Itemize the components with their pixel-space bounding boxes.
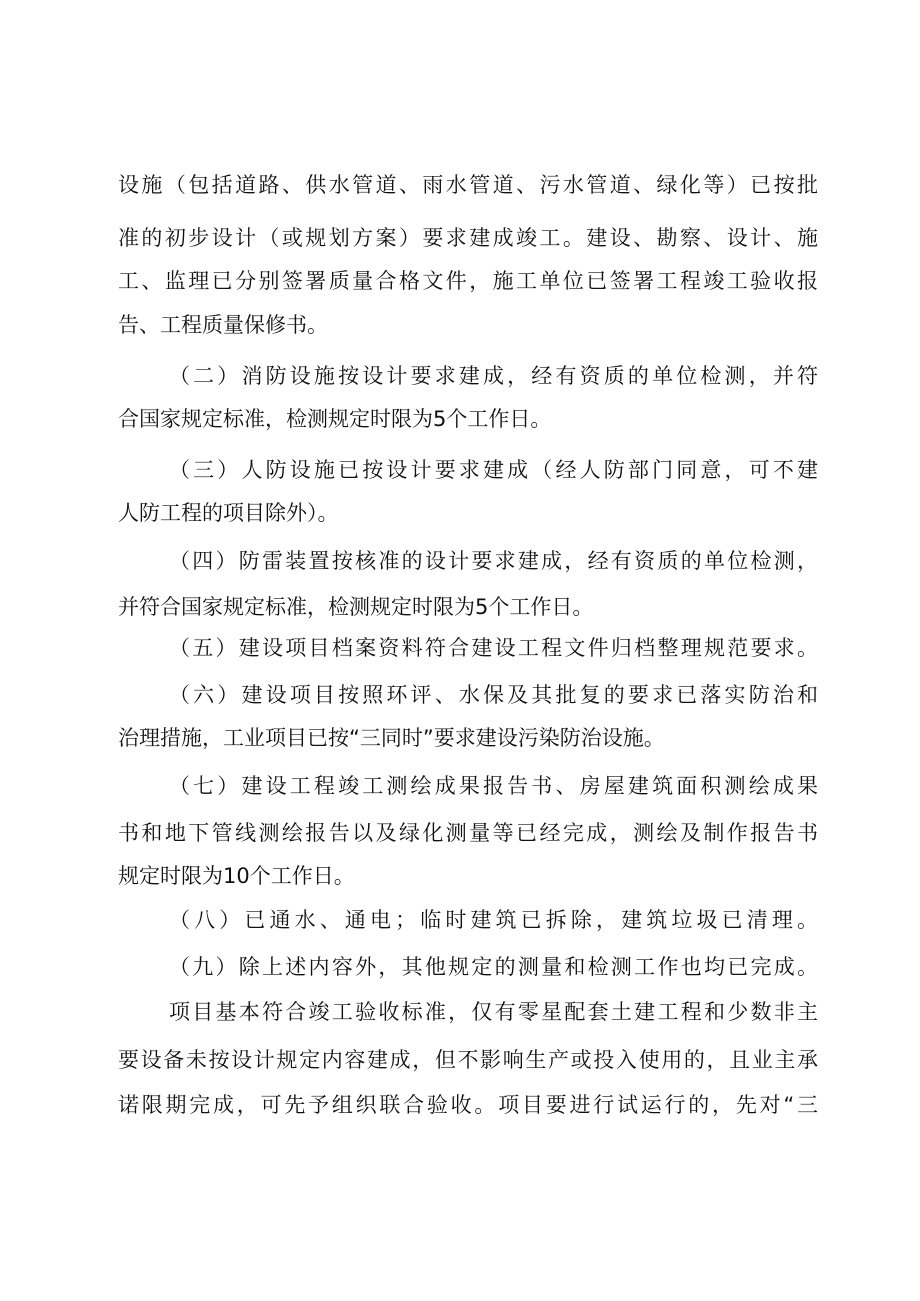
text-line: 要设备未按设计规定内容建成，但不影响生产或投入使用的，且业主承 (118, 1048, 818, 1072)
text-line: 项目基本符合竣工验收标准，仅有零星配套土建工程和少数非主 (169, 1000, 818, 1024)
text-line: （七）建设工程竣工测绘成果报告书、房屋建筑面积测绘成果 (169, 774, 818, 798)
text-line: 并符合国家规定标准，检测规定时限为5个工作日。 (118, 595, 594, 619)
text-line: 书和地下管线测绘报告以及绿化测量等已经完成，测绘及制作报告书 (118, 821, 818, 845)
text-line: 告、工程质量保修书。 (118, 313, 328, 337)
text-line: 治理措施，工业项目已按“三同时”要求建设污染防治设施。 (118, 726, 665, 750)
text-line: （三）人防设施已按设计要求建成（经人防部门同意，可不建 (169, 458, 818, 482)
text-line: 设施（包括道路、供水管道、雨水管道、污水管道、绿化等）已按批 (118, 173, 818, 197)
text-line: 合国家规定标准，检测规定时限为5个工作日。 (118, 407, 552, 431)
text-line: 人防工程的项目除外）。 (118, 501, 339, 525)
text-line: （四）防雷装置按核准的设计要求建成，经有资质的单位检测， (169, 549, 818, 573)
text-line: （九）除上述内容外，其他规定的测量和检测工作也均已完成。 (169, 955, 818, 979)
text-line: 规定时限为10个工作日。 (118, 864, 355, 888)
text-line: （六）建设项目按照环评、水保及其批复的要求已落实防治和 (169, 683, 818, 707)
text-line: 工、监理已分别签署质量合格文件，施工单位已签署工程竣工验收报 (118, 269, 818, 293)
text-line: 准的初步设计（或规划方案）要求建成竣工。建设、勘察、设计、施 (118, 226, 818, 250)
text-line: （五）建设项目档案资料符合建设工程文件归档整理规范要求。 (169, 636, 818, 660)
text-line: 诺限期完成，可先予组织联合验收。项目要进行试运行的，先对“三 (118, 1093, 818, 1117)
text-line: （二）消防设施按设计要求建成，经有资质的单位检测，并符 (169, 364, 818, 388)
text-line: （八）已通水、通电；临时建筑已拆除，建筑垃圾已清理。 (169, 908, 818, 932)
